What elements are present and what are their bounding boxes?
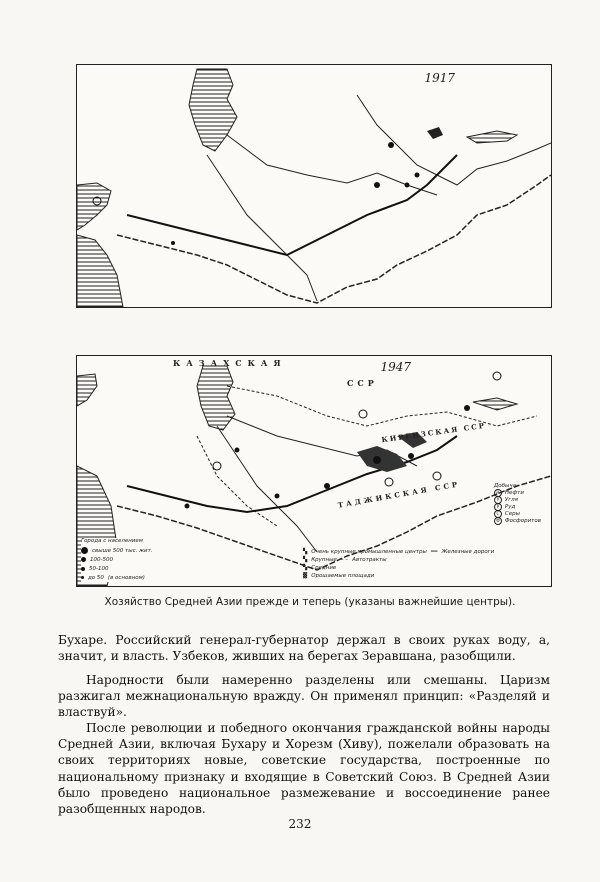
city-dot (388, 142, 394, 148)
legend-mining (494, 482, 541, 524)
caspian-sea (77, 183, 111, 230)
label-kirgiz-ssr: КИРГИЗСКАЯ ССР (380, 420, 487, 445)
map-1917-year: 1917 (424, 71, 455, 85)
map-1947-year: 1947 (380, 360, 411, 374)
irrigation-icon: ▓ (303, 573, 308, 579)
mine-symbol (213, 462, 221, 470)
legend-row (81, 573, 177, 582)
legend-label: Угля (504, 496, 518, 503)
circle-icon: Ф (494, 517, 502, 525)
legend-label: до 50 (88, 574, 104, 581)
paragraph: После революции и победного окончания гражданской войны народы Средней Азии, включая Бухару и Хорезм (Хиву), пожелали образовать на своих территориях новые, советские государства, построенные по национальному признаку и входящие в Советский Союз. В Средней Азии было проведено национальное размежевание и воссоединение ранее разобщенных народов. (58, 721, 550, 817)
legend-row (494, 517, 541, 524)
legend-label: Крупные (311, 557, 337, 563)
aral-sea (189, 69, 237, 151)
city-dot (464, 405, 470, 411)
city-dot (374, 182, 380, 188)
legend-row (81, 546, 177, 555)
page-number: 232 (288, 817, 312, 831)
river-amu (217, 426, 317, 552)
legend-row (81, 555, 177, 564)
flag-icon: ▚ (303, 549, 308, 555)
dot-icon (81, 576, 84, 579)
border-south (117, 175, 551, 303)
legend-row (303, 564, 494, 572)
city-dot (275, 494, 280, 499)
mine-symbol (385, 478, 393, 486)
aral-sea (197, 366, 235, 430)
city-dot (324, 483, 330, 489)
figure-caption: Хозяйство Средней Азии прежде и теперь (указаны важнейшие центры). (104, 596, 516, 608)
circle-icon: С (494, 510, 502, 518)
legend-label: 100-500 (90, 556, 113, 563)
city-dot (405, 183, 410, 188)
caspian-sea (77, 374, 97, 406)
circle-icon: У (494, 496, 502, 504)
legend-label: Серы (504, 510, 520, 517)
railway-icon: ━━ (430, 549, 438, 555)
irrigated-area (357, 446, 407, 472)
caspian-sea-south (77, 235, 123, 307)
city-dot (415, 173, 420, 178)
legend-row (494, 503, 541, 510)
border-east (357, 95, 551, 185)
map-1917-drawing (77, 65, 551, 307)
lake-small (427, 127, 443, 139)
dot-icon (81, 547, 88, 554)
river-amu (207, 155, 317, 301)
railway (127, 155, 457, 255)
legend-row (303, 556, 494, 564)
mine-symbol (493, 372, 501, 380)
dot-icon (81, 567, 85, 571)
legend-row (494, 489, 541, 496)
legend-label: Железные дороги (441, 549, 495, 555)
city-dot (185, 504, 190, 509)
label-kazakh-ssr: ССР (347, 378, 378, 388)
flag-icon: ▚ (303, 557, 308, 563)
dot-icon (81, 557, 86, 562)
legend-label: Нефти (504, 489, 524, 496)
railway (127, 436, 457, 512)
legend-note: (в основном) (107, 574, 145, 581)
circle-icon: Р (494, 503, 502, 511)
lake-balkhash (467, 131, 517, 143)
legend-row (303, 548, 494, 556)
legend-cities (81, 538, 177, 582)
legend-label: Орошаемые площади (311, 573, 375, 579)
legend-industry (303, 548, 494, 580)
legend-label: Очень крупные промышленные центры (311, 549, 427, 555)
city-dot (408, 453, 414, 459)
legend-mining-title: Добыча: (493, 482, 518, 489)
legend-row (494, 510, 541, 517)
map-1947 (76, 355, 552, 587)
paragraph: Бухаре. Российский генерал-губернатор держал в своих руках воду, а, значит, и власть. Узбеков, живших на берегах Зеравшана, разобщили. (58, 633, 550, 664)
paragraph: Народности были намеренно разделены или смешаны. Царизм разжигал межнациональную вражду. Он применял принцип: «Разделяй и властвуй». (58, 673, 550, 720)
label-tadjik-ssr: ТАДЖИКСКАЯ ССР (337, 479, 461, 510)
legend-label: 50-100 (89, 565, 109, 572)
legend-row (81, 564, 177, 573)
flag-icon: ▚ (303, 565, 308, 571)
lake-balkhash (473, 398, 517, 410)
legend-row (494, 496, 541, 503)
legend-label: свыше 500 тыс. жит. (92, 547, 153, 554)
legend-label: Фосфоритов (504, 517, 541, 524)
mine-symbol (359, 410, 367, 418)
city-dot (171, 241, 175, 245)
legend-row (303, 572, 494, 580)
legend-cities-title: Города с населением (81, 538, 143, 544)
road-icon: – – (340, 557, 349, 563)
legend-label: Средние (311, 565, 337, 571)
legend-label: Автотракты (352, 557, 387, 563)
map-1917 (76, 64, 552, 308)
mine-symbol (433, 472, 441, 480)
city-dot (373, 456, 381, 464)
circle-icon: Н (494, 489, 502, 497)
label-kazakh: КАЗАХСКАЯ (173, 358, 287, 368)
city-dot (235, 448, 240, 453)
legend-label: Руд (504, 503, 516, 510)
